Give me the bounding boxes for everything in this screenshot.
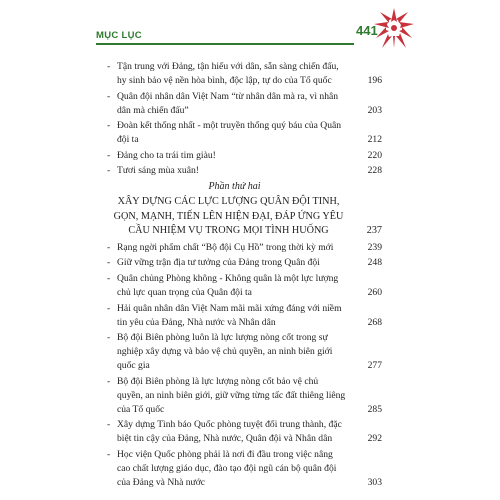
bullet-dash: - (107, 449, 111, 461)
toc-entry[interactable] (107, 149, 382, 163)
toc-entry[interactable] (107, 331, 382, 373)
toc-entry-page: 277 (367, 360, 382, 372)
bullet-dash: - (107, 419, 111, 431)
page-header (0, 0, 500, 52)
toc-entry[interactable] (107, 418, 382, 446)
bullet-dash: - (107, 273, 111, 285)
toc-entry-page: 303 (367, 477, 382, 489)
bullet-dash: - (107, 241, 111, 253)
bullet-dash: - (107, 375, 111, 387)
toc-entry-page: 268 (367, 316, 382, 328)
toc-entry[interactable] (107, 241, 382, 255)
page-number: 441 (356, 23, 378, 38)
toc-entry-title: Rạng ngời phẩm chất “Bộ đội Cụ Hồ” trong thời kỳ mới (117, 241, 334, 253)
toc-entry[interactable] (107, 375, 382, 417)
toc-entry[interactable] (107, 256, 382, 270)
bullet-dash: - (107, 302, 111, 314)
toc-entry-page: 220 (367, 149, 382, 161)
toc-entry-title: Tươi sáng mùa xuân! (117, 165, 199, 177)
section-title: MỤC LỤC (96, 30, 142, 41)
toc-list-part-one (107, 60, 382, 178)
toc-entry-title: Quân chủng Phòng không - Không quân là một lực lượng chủ lực quan trọng của Quân đội ta (117, 273, 339, 299)
toc-entry-title: Đảng cho ta trái tim giàu! (117, 149, 216, 161)
toc-entry-page: 203 (367, 104, 382, 116)
bullet-dash: - (107, 61, 111, 72)
toc-entry-page: 248 (367, 257, 382, 269)
toc-entry[interactable] (107, 272, 382, 300)
toc-entry-page: 239 (367, 241, 382, 253)
toc-entry[interactable] (107, 164, 382, 178)
toc-entry[interactable] (107, 302, 382, 330)
bullet-dash: - (107, 332, 111, 344)
toc-entry-title: Giữ vững trận địa tư tưởng của Đảng trong Quân đội (117, 257, 320, 269)
toc-entry-page: 292 (367, 433, 382, 445)
part-heading[interactable] (107, 195, 382, 239)
toc-entry-title: Học viện Quốc phòng phải là nơi đi đầu trong việc nâng cao chất lượng giáo dục, đào tạo đội ngũ cán bộ quân đội của Đảng và Nhà nước (117, 449, 337, 489)
header-rule (96, 43, 354, 45)
toc-entry-page: 228 (367, 165, 382, 177)
toc-entry-title: Xây dựng Tình báo Quốc phòng tuyệt đối trung thành, đặc biệt tin cậy của Đảng, Nhà nước, Quân đội và Nhân dân (117, 419, 342, 445)
part-label: Phần thứ hai (208, 181, 261, 193)
bullet-dash: - (107, 165, 111, 177)
toc-entry[interactable] (107, 60, 382, 88)
toc-entry-title: Hải quân nhân dân Việt Nam mãi mãi xứng đáng với niềm tin yêu của Đảng, Nhà nước và Nhân dân (117, 302, 342, 328)
part-page-number: 237 (366, 225, 382, 237)
toc-entry-title: Đoàn kết thống nhất - một truyền thống quý báu của Quân đội ta (117, 120, 342, 146)
toc-entry-page: 260 (367, 287, 382, 299)
toc-entry-page: 196 (367, 75, 382, 86)
toc-entry-title: Bộ đội Biên phòng là lực lượng nòng cốt bảo vệ chủ quyền, an ninh biên giới, giữ vững từng tấc đất thiêng liêng của Tổ quốc (117, 375, 346, 415)
toc-entry[interactable] (107, 119, 382, 147)
toc-entry[interactable] (107, 448, 382, 490)
toc-entry-title: Bộ đội Biên phòng luôn là lực lượng nòng cốt trong sự nghiệp xây dựng và bảo vệ chủ quyền, an ninh biên giới quốc gia (117, 332, 333, 372)
bullet-dash: - (107, 120, 111, 132)
toc-list-part-two (107, 241, 382, 490)
bullet-dash: - (107, 90, 111, 102)
star-emblem-icon (372, 6, 416, 50)
table-of-contents (107, 60, 382, 492)
toc-entry[interactable] (107, 90, 382, 118)
toc-entry-title: Quân đội nhân dân Việt Nam “từ nhân dân mà ra, vì nhân dân mà chiến đấu” (117, 90, 339, 116)
toc-entry-title: Tận trung với Đảng, tận hiếu với dân, sẵn sàng chiến đấu, hy sinh bảo vệ nền hòa bình, độc lập, tự do của Tổ quốc (117, 61, 339, 86)
toc-entry-page: 285 (367, 403, 382, 415)
toc-entry-page: 212 (367, 134, 382, 146)
bullet-dash: - (107, 257, 111, 269)
part-title: XÂY DỰNG CÁC LỰC LƯỢNG QUÂN ĐỘI TINH, GỌN, MẠNH, TIẾN LÊN HIỆN ĐẠI, ĐÁP ỨNG YÊU CẦU NHIỆM VỤ TRONG MỌI TÌNH HUỐNG (113, 196, 344, 237)
bullet-dash: - (107, 149, 111, 161)
